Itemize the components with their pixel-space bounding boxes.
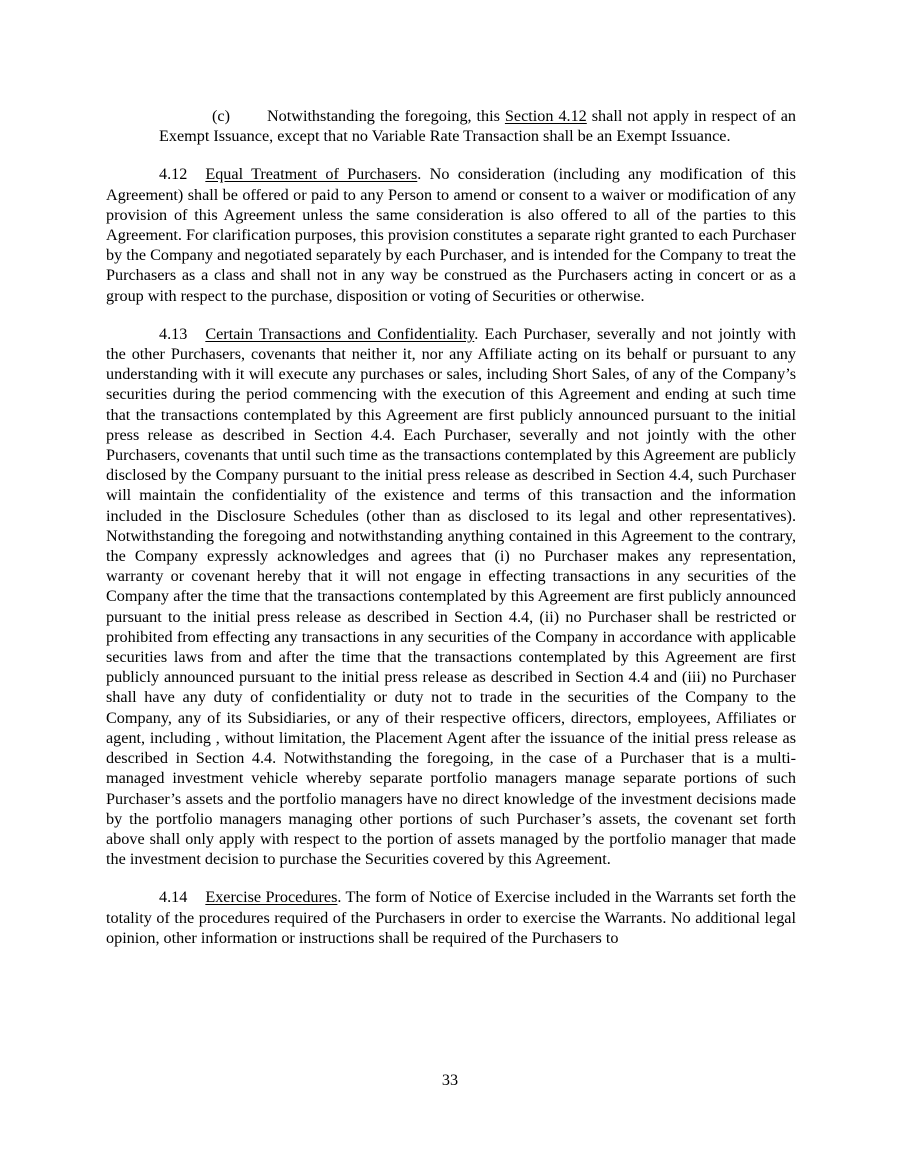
page-body — [106, 106, 796, 948]
section-4-14-body: . The form of Notice of Exercise included in the Warrants set forth the totality of the procedures required of the Purchasers in order to exercise the Warrants. No additional legal opinion, other information or instructions shall be required of the Purchasers to — [106, 888, 796, 947]
paragraph-c-pre: Notwithstanding the foregoing, this — [266, 107, 505, 125]
section-4-14 — [106, 887, 796, 948]
section-4-14-title: Exercise Procedures — [205, 888, 338, 907]
section-4-12 — [106, 164, 796, 305]
section-4-12-title: Equal Treatment of Purchasers — [205, 165, 418, 184]
section-4-13-body: . Each Purchaser, severally and not jointly with the other Purchasers, covenants that neither it, nor any Affiliate acting on its behalf or pursuant to any understanding with it will execute any purchases or sales, including Short Sales, of any of the Company’s securities during the period commencing with the execution of this Agreement and ending at such time that the transactions contemplated by this Agreement are first publicly announced pursuant to the initial press release as described in Section 4.4. Each Purchaser, severally and not jointly with the other Purchasers, covenants that until such time as the transactions contemplated by this Agreement are publicly disclosed by the Company pursuant to the initial press release as described in Section 4.4, such Purchaser will maintain the confidentiality of the existence and terms of this transaction and the information included in the Disclosure Schedules (other than as disclosed to its legal and other representatives). Notwithstanding the foregoing and notwithstanding anything contained in this Agreement to the contrary, the Company expressly acknowledges and agrees that (i) no Purchaser makes any representation, warranty or covenant hereby that it will not engage in effecting transactions in any securities of the Company after the time that the transactions contemplated by this Agreement are first publicly announced pursuant to the initial press release as described in Section 4.4, (ii) no Purchaser shall be restricted or prohibited from effecting any transactions in any securities of the Company in accordance with applicable securities laws from and after the time that the transactions contemplated by this Agreement are first publicly announced pursuant to the initial press release as described in Section 4.4 and (iii) no Purchaser shall have any duty of confidentiality or duty not to trade in the securities of the Company to the Company, any of its Subsidiaries, or any of their respective officers, directors, employees, Affiliates or agent, including , without limitation, the Placement Agent after the issuance of the initial press release as described in Section 4.4. Notwithstanding the foregoing, in the case of a Purchaser that is a multi-managed investment vehicle whereby separate portfolio managers manage separate portions of such Purchaser’s assets and the portfolio managers have no direct knowledge of the investment decisions made by the portfolio managers managing other portions of such Purchaser’s assets, the covenant set forth above shall only apply with respect to the portion of assets managed by the portfolio manager that made the investment decision to purchase the Securities covered by this Agreement. — [106, 324, 797, 869]
section-4-12-body: . No consideration (including any modification of this Agreement) shall be offered or paid to any Person to amend or consent to a waiver or modification of any provision of this Agreement unless the same consideration is also offered to all of the parties to this Agreement. For clarification purposes, this provision constitutes a separate right granted to each Purchaser by the Company and negotiated separately by each Purchaser, and is intended for the Company to treat the Purchasers as a class and shall not in any way be construed as the Purchasers acting in concert or as a group with respect to the purchase, disposition or voting of Securities or otherwise. — [106, 165, 797, 305]
section-4-13-title: Certain Transactions and Confidentiality — [205, 324, 475, 343]
page-number: 33 — [441, 1071, 459, 1089]
paragraph-c — [106, 106, 796, 146]
paragraph-c-post: shall not apply in respect of an Exempt Issuance, except that no Variable Rate Transaction shall be an Exempt Issuance. — [159, 107, 796, 146]
section-4-12-number: 4.12 — [159, 165, 188, 184]
section-4-14-number: 4.14 — [159, 888, 188, 907]
clause-label-c: (c) — [212, 107, 230, 125]
section-4-13 — [106, 324, 796, 869]
section-4-13-number: 4.13 — [159, 324, 188, 343]
section-reference-4-12: Section 4.12 — [504, 107, 587, 125]
